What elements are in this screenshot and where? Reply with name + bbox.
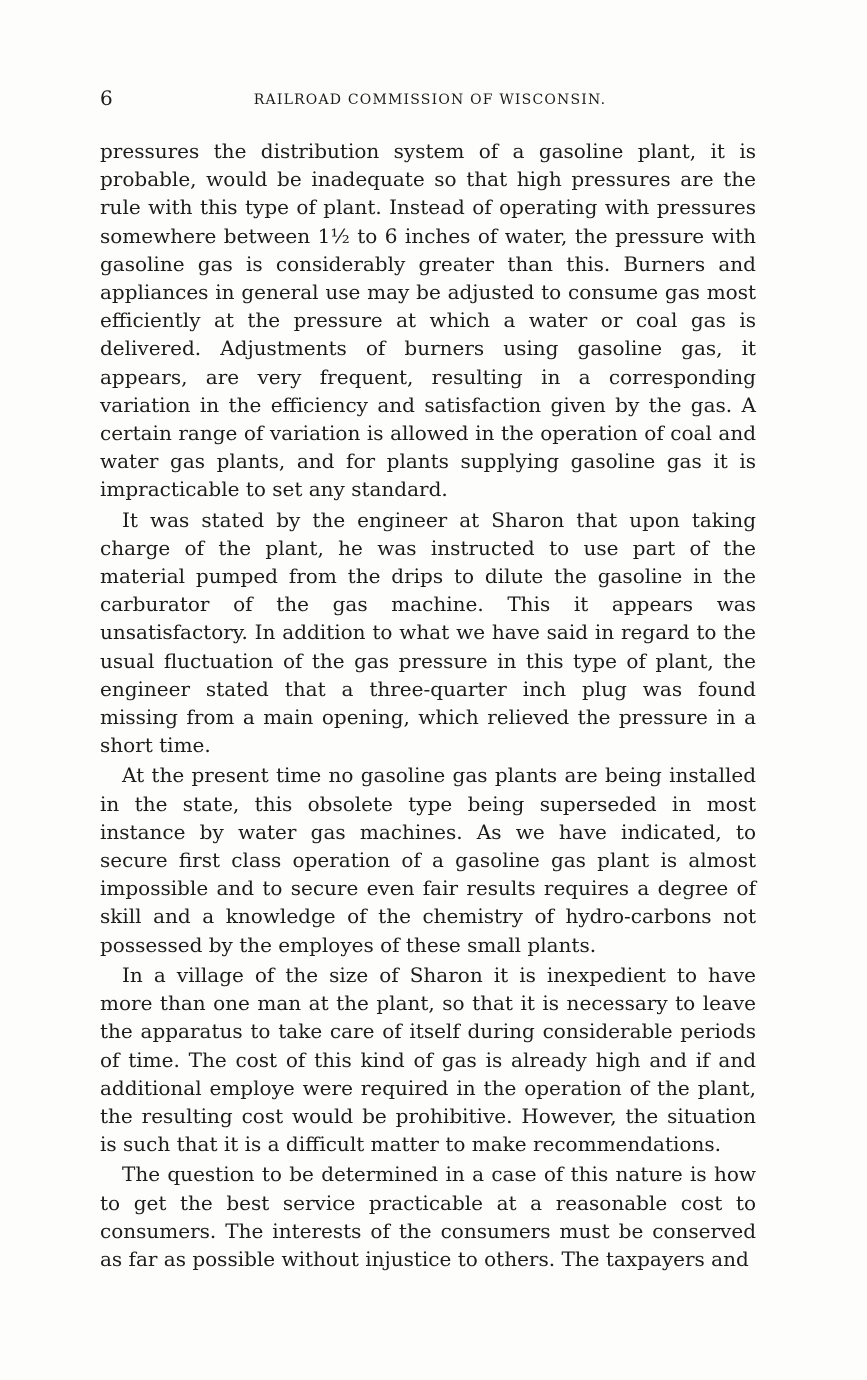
running-title: RAILROAD COMMISSION OF WISCONSIN.: [253, 92, 607, 108]
paragraph: It was stated by the engineer at Sharon that upon taking charge of the plant, he was instructed to use part of the material pumped from the drips to dilute the gasoline in the carburator of the gas machine. This it appears was unsatisfactory. In addition to what we have said in regard to the usual fluctuation of the gas pressure in this type of plant, the engineer stated that a three-quarter inch plug was found missing from a main opening, which relieved the pressure in a short time.: [100, 507, 756, 758]
page-header: [100, 86, 760, 114]
paragraph-continued: pressures the distribution system of a gasoline plant, it is probable, would be inadequate so that high pressures are the rule with this type of plant. Instead of operating with pressures somewhere between 1½ to 6 inches of water, the pressure with gasoline gas is considerably greater than this. Burners and appliances in general use may be adjusted to consume gas most efficiently at the pressure at which a water or coal gas is delivered. Adjustments of burners using gasoline gas, it appears, are very frequent, resulting in a corresponding variation in the efficiency and satisfaction given by the gas. A certain range of variation is allowed in the operation of coal and water gas plants, and for plants supplying gasoline gas it is impracticable to set any standard.: [100, 139, 756, 502]
paragraph: The question to be determined in a case of this nature is how to get the best service practicable at a reasonable cost to consumers. The interests of the consumers must be conserved as far as possible without injustice to others. The taxpayers and: [100, 1162, 756, 1271]
body-text: [100, 137, 756, 1275]
paragraph: In a village of the size of Sharon it is inexpedient to have more than one man at the plant, so that it is necessary to leave the apparatus to take care of itself during considerable periods of time. The cost of this kind of gas is already high and if and additional employe were required in the operation of the plant, the resulting cost would be prohibitive. However, the situation is such that it is a difficult matter to make recommendations.: [100, 962, 756, 1157]
paragraph: At the present time no gasoline gas plants are being installed in the state, this obsolete type being superseded in most instance by water gas machines. As we have indicated, to secure first class operation of a gasoline gas plant is almost impossible and to secure even fair results requires a degree of skill and a knowledge of the chemistry of hydro-carbons not possessed by the employes of these small plants.: [100, 763, 756, 957]
page-number: 6: [100, 86, 113, 110]
